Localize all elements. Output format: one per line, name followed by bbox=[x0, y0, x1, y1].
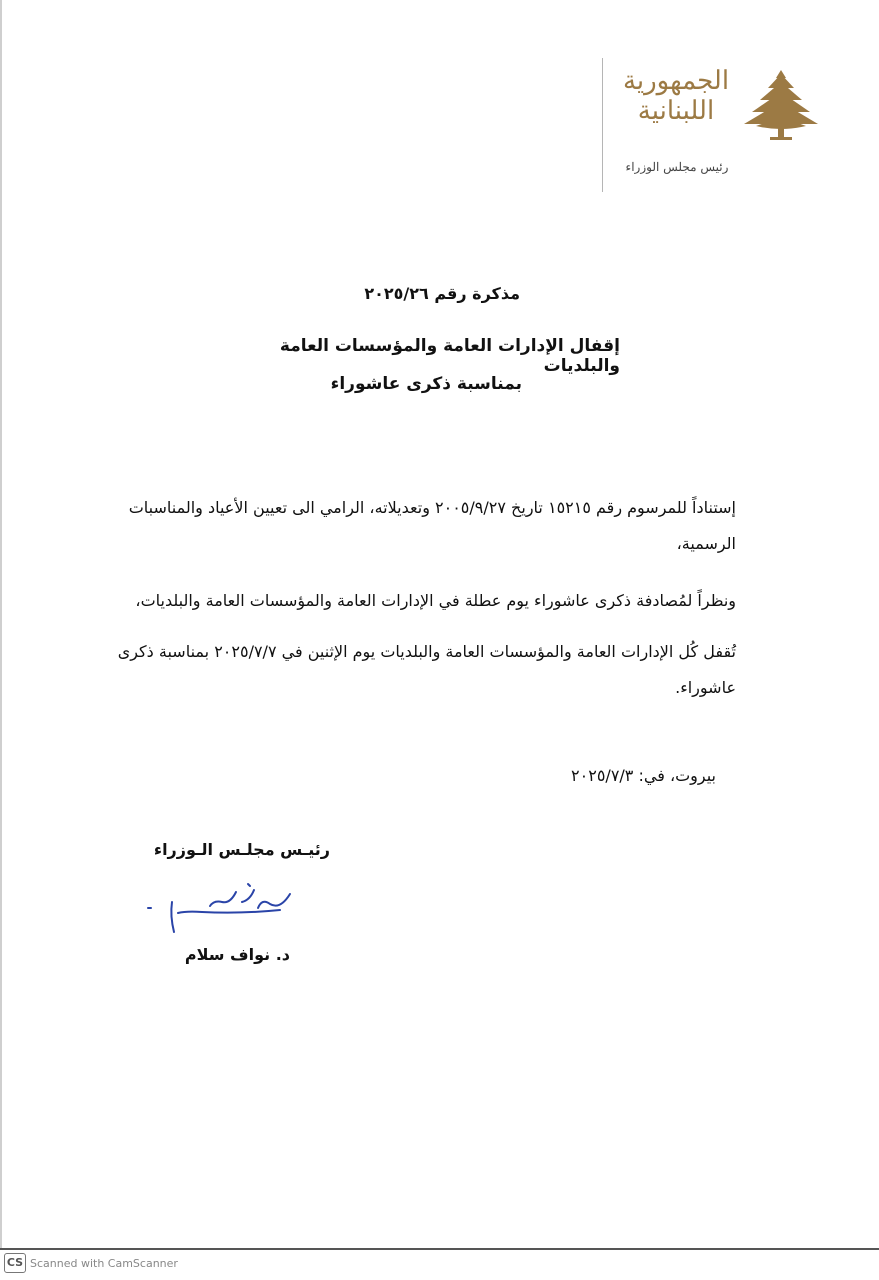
camscanner-logo-icon: CS bbox=[4, 1253, 26, 1273]
cedar-tree-icon bbox=[740, 68, 822, 144]
letterhead-divider bbox=[602, 58, 603, 192]
body-paragraph-1: إستناداً للمرسوم رقم ١٥٢١٥ تاريخ ٢٠٠٥/٩/٢٧ وتعديلاته، الرامي الى تعيين الأعياد والمناسبات الرسمية، bbox=[128, 498, 736, 553]
letterhead-line1: الجمهورية bbox=[622, 66, 730, 96]
body-paragraph-2: ونظراً لمُصادفة ذكرى عاشوراء يوم عطلة في الإدارات العامة والمؤسسات العامة والبلديات، bbox=[135, 591, 736, 610]
letterhead-subtitle: رئيس مجلس الوزراء bbox=[625, 160, 729, 174]
memo-title: إقفال الإدارات العامة والمؤسسات العامة والبلديات bbox=[279, 336, 620, 376]
letterhead-line2: اللبنانية bbox=[637, 96, 715, 126]
scanner-watermark: Scanned with CamScanner bbox=[30, 1257, 178, 1270]
handwritten-signature bbox=[130, 880, 300, 940]
page-edge bbox=[0, 0, 2, 1250]
memo-number: مذكرة رقم ٢٠٢٥/٢٦ bbox=[364, 284, 520, 303]
body-paragraph-3: تُقفل كُل الإدارات العامة والمؤسسات العامة والبلديات يوم الإثنين في ٢٠٢٥/٧/٧ بمناسبة ذكرى عاشوراء. bbox=[117, 642, 736, 697]
signatory-name: د. نواف سلام bbox=[184, 945, 290, 964]
letterhead-title bbox=[614, 66, 738, 126]
date-line: بيروت، في: ٢٠٢٥/٧/٣ bbox=[571, 766, 716, 785]
scan-bottom-rule bbox=[0, 1248, 879, 1250]
memo-subtitle: بمناسبة ذكرى عاشوراء bbox=[330, 374, 522, 394]
signatory-title: رئيـس مجلـس الـوزراء bbox=[153, 840, 330, 859]
